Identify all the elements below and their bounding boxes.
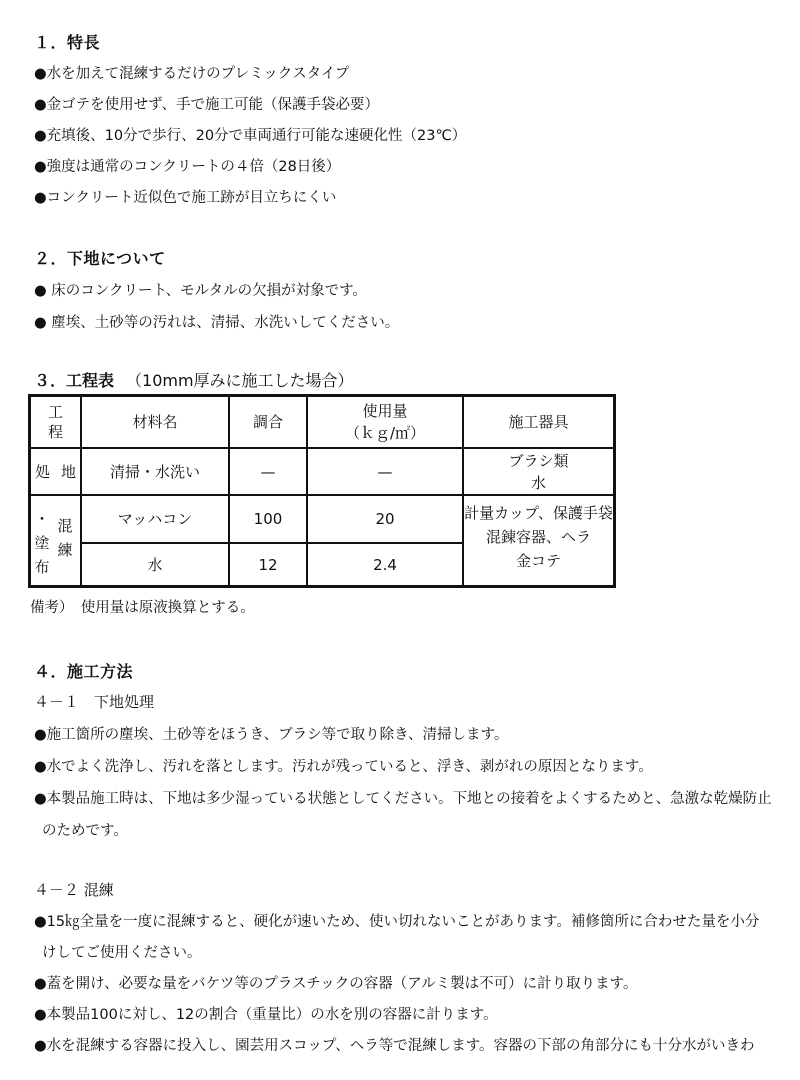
- section-3-title: ３．工程表: [34, 371, 115, 390]
- feature-item: ●水を加えて混練するだけのプレミックスタイプ: [34, 66, 350, 82]
- header-tools: 施工器具: [508, 413, 569, 431]
- subsection-4-2-title: ４－２ 混練: [34, 881, 114, 899]
- row-material-usage: 20: [375, 510, 395, 528]
- feature-item: ●強度は通常のコンクリートの４倍（28日後）: [34, 159, 341, 175]
- row-water-usage: 2.4: [373, 555, 397, 574]
- section-1-title: １．特長: [34, 33, 101, 52]
- procedure-item: ●水でよく洗浄し、汚れを落とします。汚れが残っていると、浮き、剥がれの原因となります。: [34, 759, 653, 775]
- feature-item: ●コンクリート近似色で施工跡が目立ちにくい: [34, 190, 337, 206]
- row-material-name: マッハコン: [117, 510, 193, 528]
- row-mix-tools: 計量カップ、保護手袋 混錬容器、ヘラ 金コテ: [464, 503, 613, 570]
- row-prep-process: 処 地: [35, 462, 76, 481]
- mixing-item: ●水を混練する容器に投入し、園芸用スコップ、ヘラ等で混練します。容器の下部の角部分にも十分水がいきわ: [34, 1038, 755, 1054]
- header-ratio: 調合: [252, 413, 283, 431]
- section-3-heading: [34, 368, 354, 391]
- row-prep-tools: ブラシ類 水: [508, 451, 569, 492]
- row-prep-material: 清掃・水洗い: [109, 462, 200, 481]
- mixing-item-continued: けしてご使用ください。: [42, 945, 202, 961]
- substrate-item: ● 塵埃、土砂等の汚れは、清掃、水洗いしてください。: [34, 315, 400, 331]
- row-prep-ratio: —: [260, 462, 276, 481]
- mixing-item: ●15㎏全量を一度に混練すると、硬化が速いため、使い切れないことがあります。補修箇所に合わせた量を小分: [34, 914, 760, 930]
- table-remark: 備考） 使用量は原液換算とする。: [30, 600, 255, 616]
- header-process: 工 程: [47, 403, 63, 441]
- row-mix-process: 混 練: [57, 517, 73, 559]
- row-water-ratio: 12: [258, 555, 278, 574]
- feature-item: ●充填後、10分で歩行、20分で車両通行可能な速硬化性（23℃）: [34, 128, 467, 144]
- substrate-item: ● 床のコンクリート、モルタルの欠損が対象です。: [34, 283, 367, 299]
- procedure-item: ●施工箇所の塵埃、土砂等をほうき、ブラシ等で取り除き、清掃します。: [34, 727, 509, 743]
- header-material: 材料名: [132, 413, 178, 431]
- mixing-item: ●蓋を開け、必要な量をバケツ等のプラスチックの容器（アルミ製は不可）に計り取ります。: [34, 976, 638, 992]
- section-4-title: ４．施工方法: [34, 662, 134, 681]
- section-2-title: ２．下地について: [34, 249, 166, 268]
- row-water-name: 水: [147, 555, 163, 574]
- subsection-4-1-title: ４－１ 下地処理: [34, 693, 155, 711]
- process-table: [28, 394, 616, 588]
- section-3-subtitle: （10mm厚みに施工した場合）: [126, 371, 354, 390]
- feature-item: ●金ゴテを使用せず、手で施工可能（保護手袋必要）: [34, 97, 379, 113]
- mixing-item: ●本製品100に対し、12の割合（重量比）の水を別の容器に計ります。: [34, 1007, 498, 1023]
- header-usage: 使用量 （ｋｇ/㎡）: [344, 402, 426, 442]
- row-apply-process: ・ 塗 布: [34, 509, 50, 576]
- row-prep-usage: —: [377, 462, 393, 481]
- procedure-item-continued: のためです。: [42, 823, 128, 839]
- procedure-item: ●本製品施工時は、下地は多少湿っている状態としてください。下地との接着をよくするためと、急激な乾燥防止: [34, 791, 772, 807]
- row-material-ratio: 100: [253, 510, 283, 528]
